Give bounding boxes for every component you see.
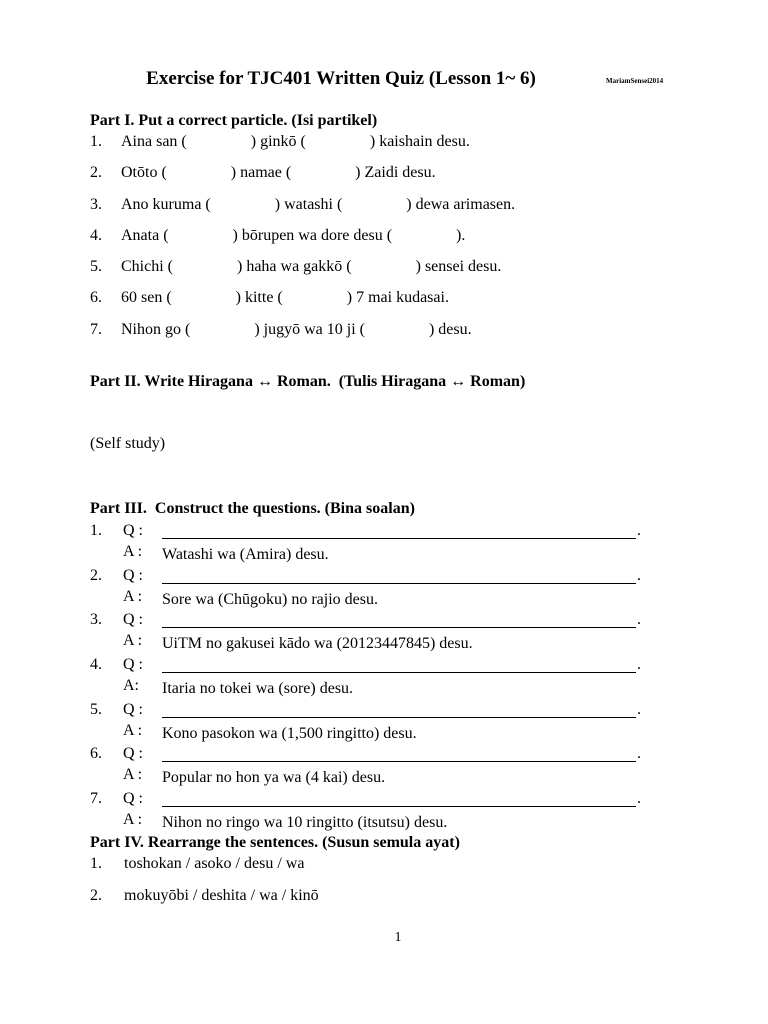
part1-item-num: 1.	[90, 133, 102, 150]
question-label: Q :	[123, 522, 143, 539]
part1-item-text: Aina san ( ) ginkō ( ) kaishain desu.	[121, 133, 470, 150]
part1-item-num: 7.	[90, 321, 102, 338]
part1-item-text: Ano kuruma ( ) watashi ( ) dewa arimasen.	[121, 196, 516, 213]
part1-item-num: 3.	[90, 196, 102, 213]
part1-item-num: 6.	[90, 289, 102, 306]
question-label: Q :	[123, 656, 143, 673]
part3-item-num: 1.	[90, 522, 102, 539]
part1-item-num: 5.	[90, 258, 102, 275]
part3-item-num: 3.	[90, 611, 102, 628]
answer-line	[162, 583, 636, 584]
answer-line	[162, 672, 636, 673]
answer-label: A :	[123, 588, 143, 605]
part3-item-num: 5.	[90, 701, 102, 718]
part2-note: (Self study)	[90, 435, 166, 452]
question-label: Q :	[123, 790, 143, 807]
answer-label: A:	[123, 677, 139, 694]
answer-label: A :	[123, 722, 143, 739]
answer-label: A :	[123, 811, 143, 828]
question-label: Q :	[123, 701, 143, 718]
part1-item-text: Chichi ( ) haha wa gakkō ( ) sensei desu.	[121, 258, 502, 275]
answer-label: A :	[123, 766, 143, 783]
part4-heading: Part IV. Rearrange the sentences. (Susun semula ayat)	[90, 834, 460, 851]
question-label: Q :	[123, 745, 143, 762]
part1-item-text: Otōto ( ) namae ( ) Zaidi desu.	[121, 164, 436, 181]
answer-line	[162, 538, 636, 539]
question-label: Q :	[123, 611, 143, 628]
part1-item-num: 2.	[90, 164, 102, 181]
answer-text: Kono pasokon wa (1,500 ringitto) desu.	[162, 725, 417, 742]
part3-item-num: 7.	[90, 790, 102, 807]
line-end-period: .	[637, 790, 641, 807]
part3-item-num: 4.	[90, 656, 102, 673]
answer-line	[162, 717, 636, 718]
part3-item-num: 2.	[90, 567, 102, 584]
part3-heading: Part III. Construct the questions. (Bina soalan)	[90, 500, 415, 517]
page-number: 1	[394, 930, 402, 945]
part1-heading: Part I. Put a correct particle. (Isi partikel)	[90, 112, 378, 129]
answer-label: A :	[123, 543, 143, 560]
part1-item-text: 60 sen ( ) kitte ( ) 7 mai kudasai.	[121, 289, 449, 306]
answer-text: Popular no hon ya wa (4 kai) desu.	[162, 769, 386, 786]
part4-item-text: mokuyōbi / deshita / wa / kinō	[124, 887, 319, 904]
part1-item-text: Nihon go ( ) jugyō wa 10 ji ( ) desu.	[121, 321, 472, 338]
line-end-period: .	[637, 701, 641, 718]
answer-text: UiTM no gakusei kādo wa (20123447845) desu.	[162, 635, 473, 652]
part1-item-text: Anata ( ) bōrupen wa dore desu ( ).	[121, 227, 466, 244]
part4-item-num: 1.	[90, 855, 102, 872]
line-end-period: .	[637, 745, 641, 762]
question-label: Q :	[123, 567, 143, 584]
line-end-period: .	[637, 611, 641, 628]
part1-item-num: 4.	[90, 227, 102, 244]
line-end-period: .	[637, 567, 641, 584]
answer-line	[162, 761, 636, 762]
answer-text: Watashi wa (Amira) desu.	[162, 546, 329, 563]
line-end-period: .	[637, 656, 641, 673]
answer-text: Sore wa (Chūgoku) no rajio desu.	[162, 591, 378, 608]
answer-label: A :	[123, 632, 143, 649]
page-title: Exercise for TJC401 Written Quiz (Lesson 1~ 6)	[146, 68, 536, 89]
answer-line	[162, 806, 636, 807]
part3-item-num: 6.	[90, 745, 102, 762]
answer-line	[162, 627, 636, 628]
part2-heading: Part II. Write Hiragana ↔ Roman. (Tulis Hiragana ↔ Roman)	[90, 373, 526, 390]
part4-item-text: toshokan / asoko / desu / wa	[124, 855, 305, 872]
answer-text: Nihon no ringo wa 10 ringitto (itsutsu) desu.	[162, 814, 448, 831]
line-end-period: .	[637, 522, 641, 539]
author-credit: MariamSensei2014	[606, 77, 664, 85]
part4-item-num: 2.	[90, 887, 102, 904]
answer-text: Itaria no tokei wa (sore) desu.	[162, 680, 354, 697]
